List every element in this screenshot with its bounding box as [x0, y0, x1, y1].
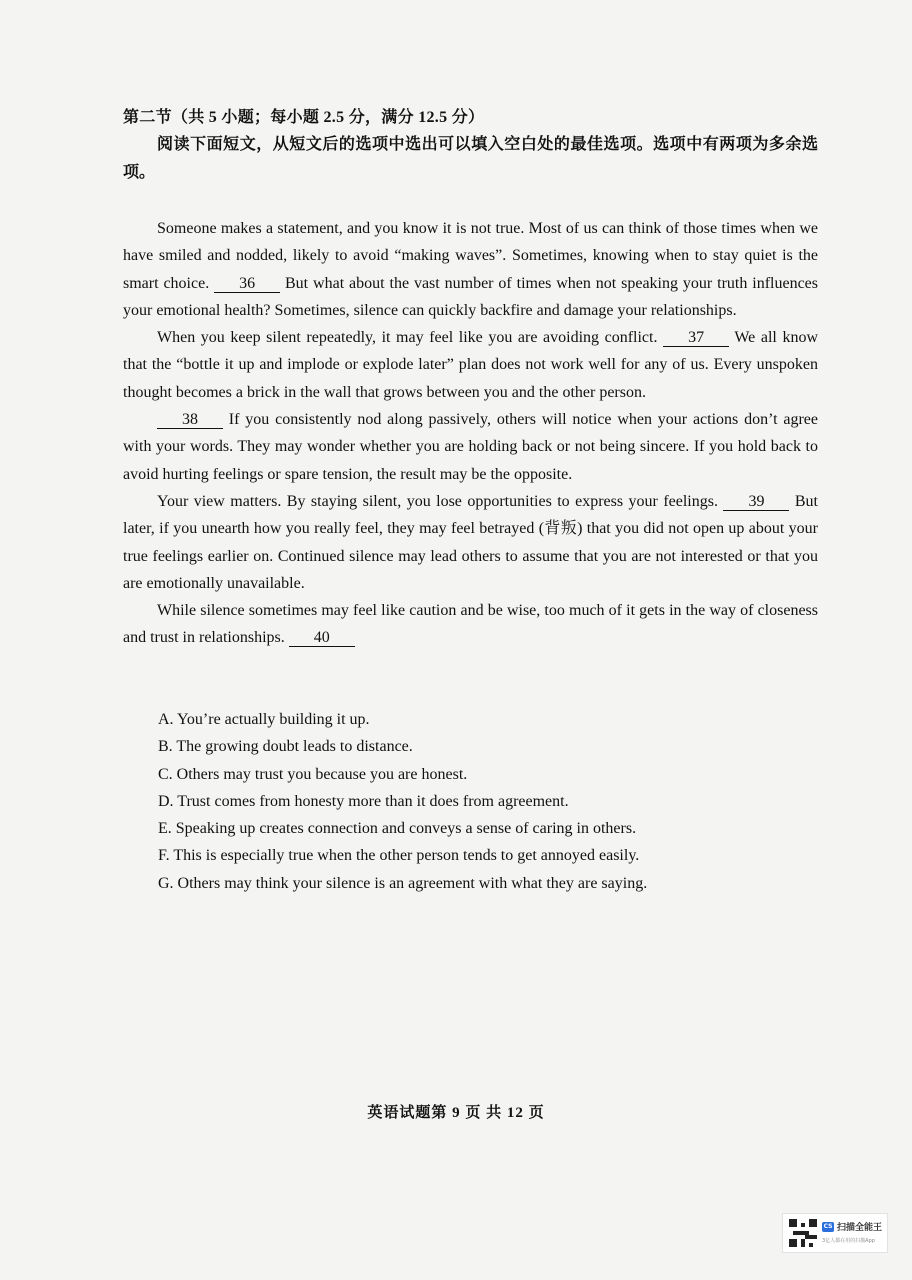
option-g: G. Others may think your silence is an agreement with what they are saying. — [158, 874, 648, 892]
blank-36: 36 — [214, 276, 280, 293]
paragraph-3: 38 If you consistently nod along passively, others will notice when your actions don’t agree with your words. They may wonder whether you are holding back or not being sincere. If you hold back to avoid hurting feelings or spare tension, the result may be the opposite. — [123, 411, 818, 483]
option-d: D. Trust comes from honesty more than it does from agreement. — [158, 792, 569, 810]
option-e: E. Speaking up creates connection and conveys a sense of caring in others. — [158, 820, 637, 838]
instructions: 阅读下面短文，从短文后的选项中选出可以填入空白处的最佳选项。选项中有两项为多余选项。 — [123, 136, 818, 181]
camscanner-logo-icon: CS — [823, 1223, 833, 1230]
blank-40: 40 — [289, 630, 355, 647]
scanner-app-name: 扫描全能王 — [837, 1223, 883, 1233]
blank-39: 39 — [723, 494, 789, 511]
paragraph-1: Someone makes a statement, and you know it is not true. Most of us can think of those times when we have smiled and nodded, likely to avoid “making waves”. Sometimes, knowing when to stay quiet is the smart choice. 36 But what about the vast number of times when not speaking your truth influences your emotional health? Sometimes, silence can quickly backfire and damage your relationships. — [123, 220, 818, 319]
option-c: C. Others may trust you because you are honest. — [158, 765, 468, 783]
scanner-watermark — [782, 1213, 888, 1253]
option-b: B. The growing doubt leads to distance. — [158, 738, 413, 756]
blank-38: 38 — [157, 412, 223, 429]
option-f: F. This is especially true when the other person tends to get annoyed easily. — [158, 847, 640, 865]
option-a: A. You’re actually building it up. — [158, 711, 370, 728]
blank-37: 37 — [663, 330, 729, 347]
passage — [123, 215, 818, 652]
qr-code-icon — [789, 1219, 817, 1247]
scanner-tagline: 3亿人都在用的扫描App — [822, 1238, 875, 1244]
paragraph-2: When you keep silent repeatedly, it may feel like you are avoiding conflict. 37 We all know that the “bottle it up and implode or explode later” plan does not work well for any of us. Every unspoken thought becomes a brick in the wall that grows between you and the other person. — [123, 329, 818, 401]
paragraph-4: Your view matters. By staying silent, you lose opportunities to express your feelings. 39 But later, if you unearth how you really feel, they may feel betrayed (背叛) that you did not open up about your true feelings earlier on. Continued silence may lead others to assume that you are not interested or that you are emotionally unavailable. — [123, 492, 818, 592]
option-list — [158, 706, 647, 897]
page-footer: 英语试题第 9 页 共 12 页 — [367, 1105, 545, 1121]
paragraph-5: While silence sometimes may feel like caution and be wise, too much of it gets in the way of closeness and trust in relationships. 40 — [123, 602, 818, 647]
section-title: 第二节（共 5 小题；每小题 2.5 分，满分 12.5 分） — [123, 109, 485, 126]
